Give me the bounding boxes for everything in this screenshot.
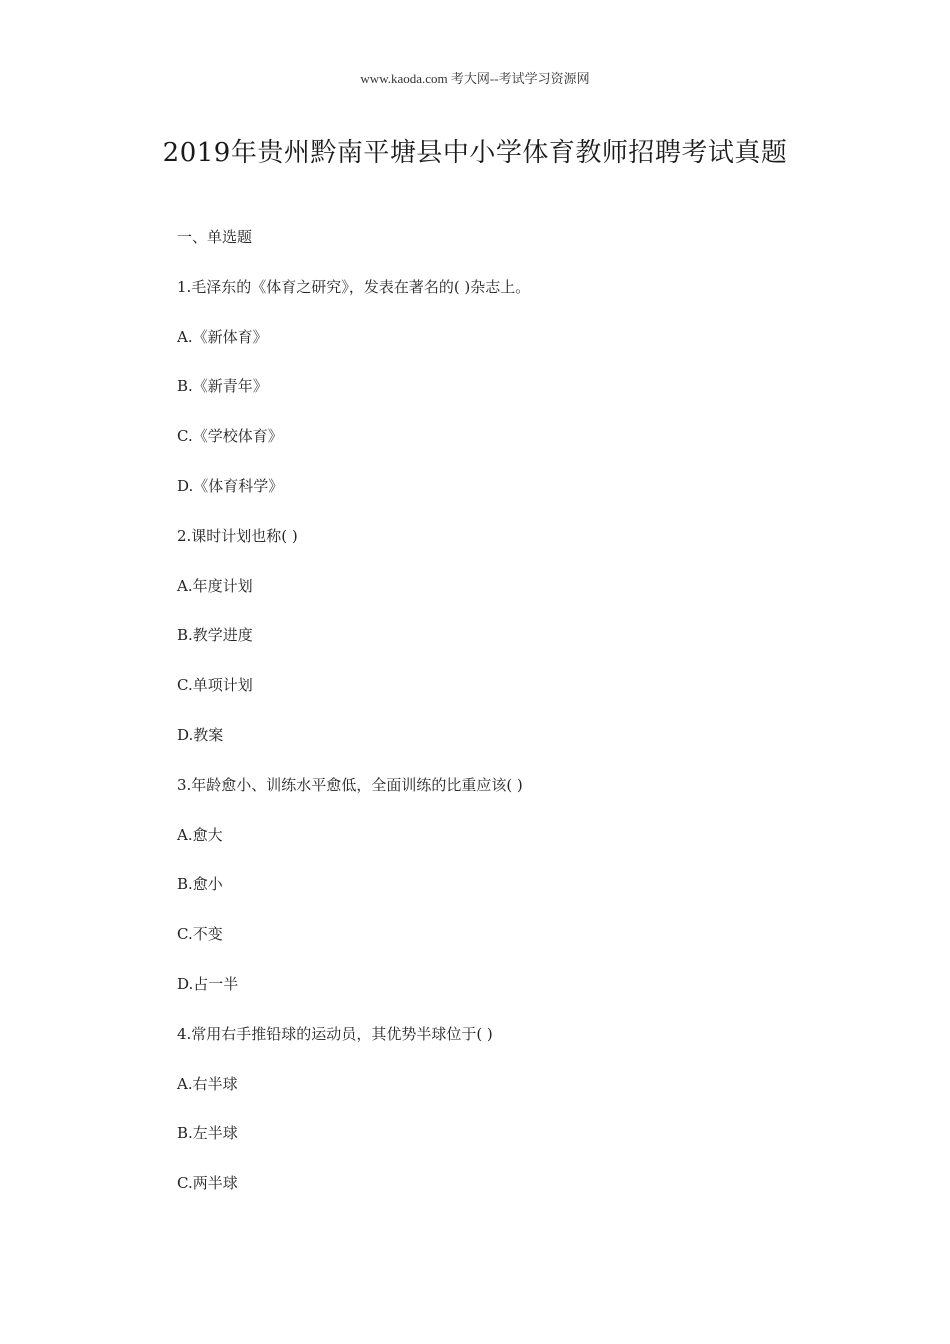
site-header: www.kaoda.com 考大网--考试学习资源网 <box>360 71 590 86</box>
section-heading: 一、单选题 <box>177 228 253 246</box>
question-2 <box>177 525 877 774</box>
exam-content <box>177 226 877 1222</box>
question-4 <box>177 1023 877 1222</box>
option-b: B.《新青年》 <box>177 377 268 396</box>
option-b: B.教学进度 <box>177 626 253 645</box>
question-stem: 3.年龄愈小、训练水平愈低，全面训练的比重应该( ) <box>177 775 523 794</box>
option-c: C.《学校体育》 <box>177 427 283 446</box>
question-3 <box>177 774 877 1023</box>
option-b: B.愈小 <box>177 875 223 894</box>
option-d: D.占一半 <box>177 974 239 993</box>
option-c: C.单项计划 <box>177 676 253 695</box>
option-a: A.右半球 <box>177 1074 238 1093</box>
question-stem: 2.课时计划也称( ) <box>177 526 298 545</box>
option-a: A.年度计划 <box>177 576 253 595</box>
option-c: C.不变 <box>177 925 223 944</box>
option-c: C.两半球 <box>177 1174 238 1193</box>
option-a: A.《新体育》 <box>177 327 268 346</box>
option-b: B.左半球 <box>177 1124 238 1143</box>
page-title: 2019年贵州黔南平塘县中小学体育教师招聘考试真题 <box>162 138 788 168</box>
question-1 <box>177 276 877 525</box>
option-a: A.愈大 <box>177 825 223 844</box>
option-d: D.教案 <box>177 725 224 744</box>
option-d: D.《体育科学》 <box>177 476 284 495</box>
question-stem: 1.毛泽东的《体育之研究》，发表在著名的( )杂志上。 <box>177 277 531 296</box>
question-stem: 4.常用右手推铅球的运动员，其优势半球位于( ) <box>177 1024 493 1043</box>
